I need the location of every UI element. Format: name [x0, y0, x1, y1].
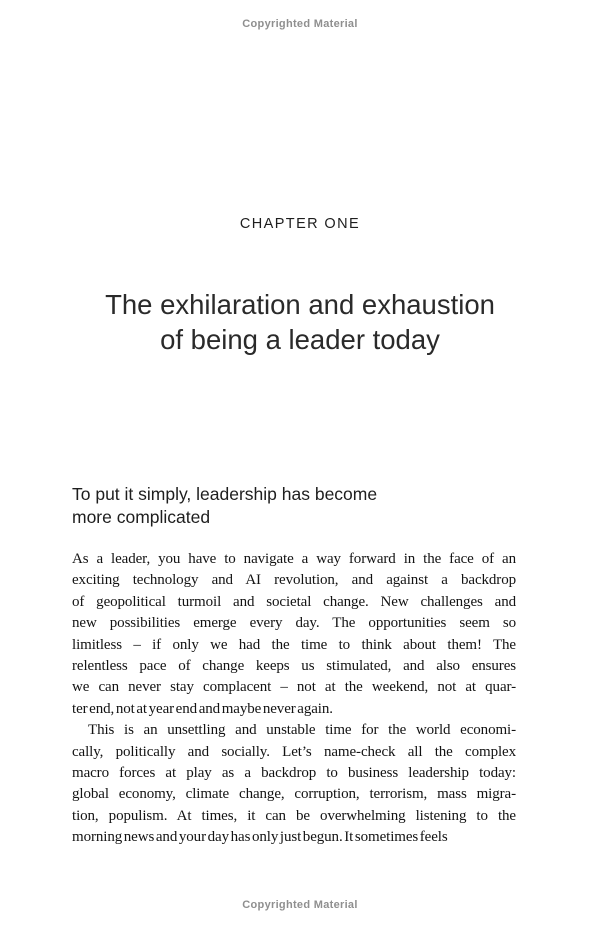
- chapter-label: CHAPTER ONE: [239, 216, 361, 232]
- body-text-line: cally, politically and socially. Let’s name-check all the complex: [72, 743, 516, 760]
- copyright-notice-bottom: Copyrighted Material: [242, 899, 358, 911]
- chapter-title-line-1: The exhilaration and exhaustion: [105, 289, 495, 320]
- copyright-notice-top: Copyrighted Material: [242, 18, 358, 30]
- section-heading-line-1: To put it simply, leadership has become: [72, 484, 378, 504]
- body-text-line: new possibilities emerge every day. The opportunities seem so: [72, 615, 516, 632]
- section-heading: [72, 483, 532, 529]
- chapter-title: [0, 288, 600, 357]
- paragraph-2: [72, 720, 516, 848]
- body-text-line: tion, populism. At times, it can be overwhelming listening to the: [72, 807, 516, 824]
- body-text-line: exciting technology and AI revolution, and against a backdrop: [72, 572, 516, 589]
- body-text-line: global economy, climate change, corruption, terrorism, mass migra-: [72, 786, 516, 803]
- body-text-line: ter end, not at year end and maybe never again.: [72, 700, 333, 717]
- body-text-line: macro forces at play as a backdrop to business leadership today:: [72, 765, 516, 782]
- chapter-title-line-2: of being a leader today: [160, 323, 440, 355]
- body-text: [72, 549, 516, 849]
- body-text-line: morning news and your day has only just begun. It sometimes feels: [72, 829, 448, 846]
- body-text-line: As a leader, you have to navigate a way forward in the face of an: [72, 551, 516, 567]
- body-text-line: relentless pace of change keeps us stimulated, and also ensures: [72, 658, 516, 675]
- section-heading-line-2: more complicated: [72, 507, 211, 527]
- body-text-line: This is an unsettling and unstable time for the world economi-: [88, 722, 516, 739]
- body-text-line: of geopolitical turmoil and societal change. New challenges and: [72, 593, 516, 610]
- paragraph-1: [72, 549, 516, 720]
- body-text-line: limitless – if only we had the time to think about them! The: [72, 636, 516, 653]
- body-text-line: we can never stay complacent – not at the weekend, not at quar-: [72, 679, 516, 696]
